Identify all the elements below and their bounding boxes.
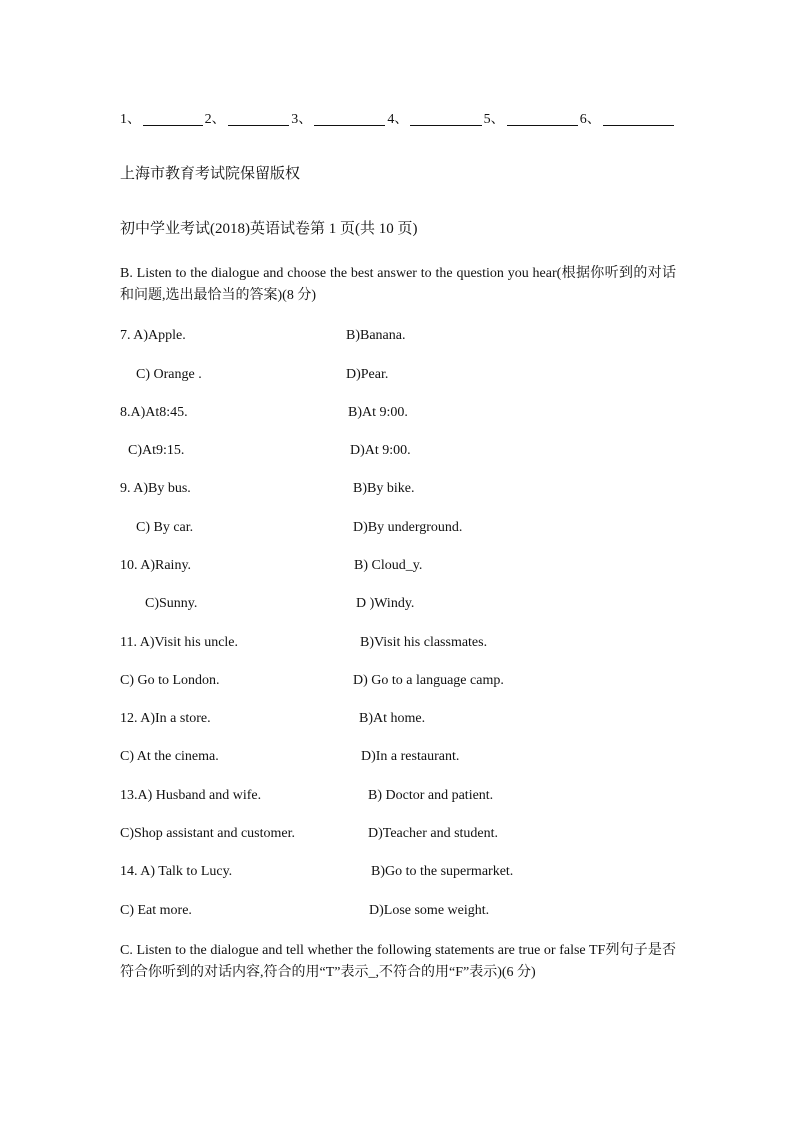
- question-14-option-a: 14. A) Talk to Lucy.: [120, 864, 233, 879]
- question-10-option-a: 10. A)Rainy.: [120, 558, 192, 573]
- question-10-option-d: D )Windy.: [356, 596, 415, 611]
- question-8-option-a: 8.A)At8:45.: [120, 405, 188, 420]
- question-13-option-c: C)Shop assistant and customer.: [120, 826, 295, 841]
- question-11-option-d: D) Go to a language camp.: [353, 673, 504, 688]
- answer-blank-1[interactable]: [143, 111, 203, 126]
- question-8-option-b: B)At 9:00.: [348, 405, 408, 420]
- answer-blank-2[interactable]: [228, 111, 290, 126]
- section-b-instructions: B. Listen to the dialogue and choose the best answer to the question you hear(根据你听到的对话和问题,选出最恰当的答案)(8 分): [120, 266, 676, 303]
- blank-label-1: 1、: [120, 112, 141, 127]
- question-7-option-c: C) Orange .: [136, 367, 202, 382]
- question-14-option-b: B)Go to the supermarket.: [371, 864, 514, 879]
- page-footer: 初中学业考试(2018)英语试卷第 1 页(共 10 页): [120, 221, 418, 237]
- question-7-option-a: 7. A)Apple.: [120, 328, 186, 343]
- section-c-instructions: C. Listen to the dialogue and tell whether the following statements are true or false TF列句子是否符合你听到的对话内容,符合的用“T”表示_,不符合的用“F”表示)(6 分): [120, 943, 676, 980]
- question-12-option-b: B)At home.: [359, 711, 426, 726]
- question-8-option-c: C)At9:15.: [128, 443, 185, 458]
- blank-label-3: 3、: [291, 112, 313, 127]
- question-9-option-d: D)By underground.: [353, 520, 463, 535]
- question-10-option-c: C)Sunny.: [145, 596, 198, 611]
- question-11-option-b: B)Visit his classmates.: [360, 635, 488, 650]
- blank-label-5: 5、: [483, 112, 505, 127]
- blank-label-4: 4、: [387, 112, 409, 127]
- question-10-option-b: B) Cloud_y.: [354, 558, 423, 573]
- question-8-option-d: D)At 9:00.: [350, 443, 411, 458]
- question-14-option-d: D)Lose some weight.: [369, 903, 490, 918]
- question-12-option-a: 12. A)In a store.: [120, 711, 211, 726]
- answer-blank-4[interactable]: [410, 111, 481, 126]
- question-9-option-a: 9. A)By bus.: [120, 481, 191, 496]
- question-9-option-b: B)By bike.: [353, 481, 415, 496]
- blank-label-2: 2、: [204, 112, 226, 127]
- question-9-option-c: C) By car.: [136, 520, 194, 535]
- question-7-option-d: D)Pear.: [346, 367, 389, 382]
- blank-label-6: 6、: [579, 112, 601, 127]
- answer-blank-6[interactable]: [603, 111, 674, 126]
- question-13-option-d: D)Teacher and student.: [368, 826, 499, 841]
- answer-blank-5[interactable]: [507, 111, 578, 126]
- answer-blank-3[interactable]: [314, 111, 385, 126]
- question-13-option-b: B) Doctor and patient.: [368, 788, 494, 803]
- copyright-notice: 上海市教育考试院保留版权: [120, 166, 301, 182]
- question-11-option-a: 11. A)Visit his uncle.: [120, 635, 239, 650]
- question-7-option-b: B)Banana.: [346, 328, 406, 343]
- question-13-option-a: 13.A) Husband and wife.: [120, 788, 262, 803]
- question-12-option-c: C) At the cinema.: [120, 749, 219, 764]
- question-11-option-c: C) Go to London.: [120, 673, 220, 688]
- answer-blanks-row: [120, 108, 676, 128]
- question-14-option-c: C) Eat more.: [120, 903, 192, 918]
- question-12-option-d: D)In a restaurant.: [361, 749, 460, 764]
